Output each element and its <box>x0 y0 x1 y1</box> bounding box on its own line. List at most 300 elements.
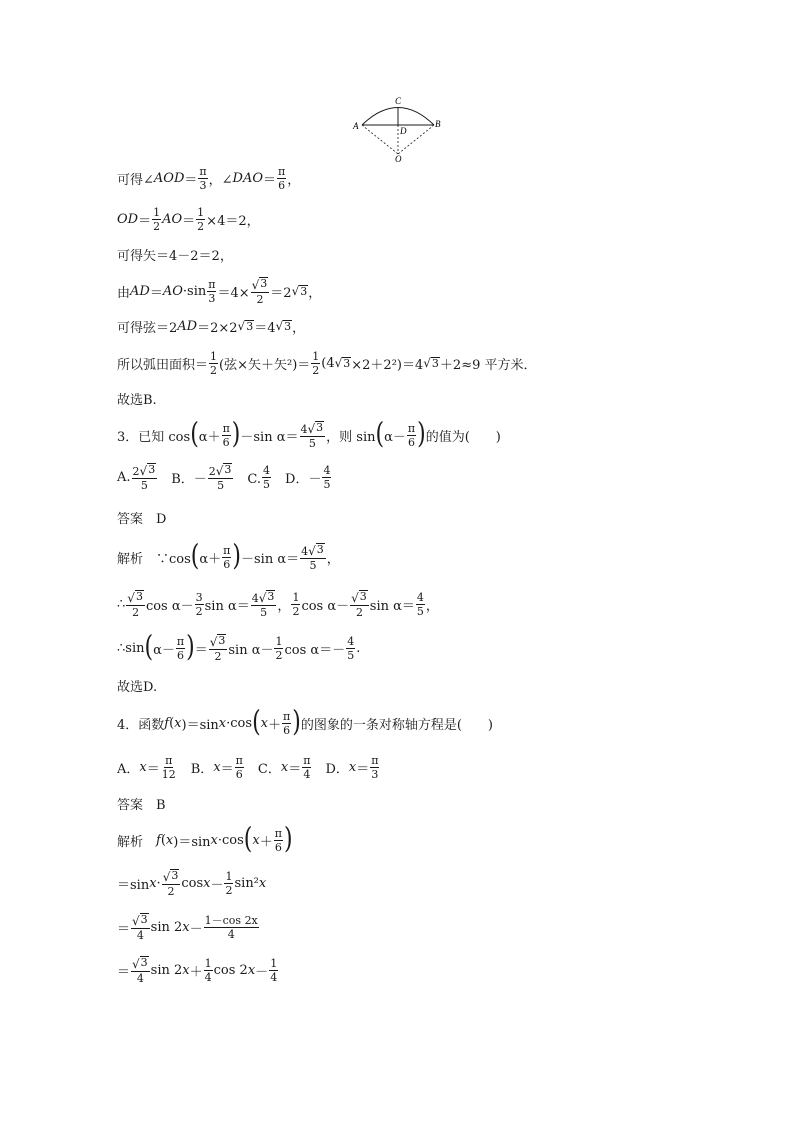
denominator <box>131 606 140 618</box>
text-line <box>117 240 757 268</box>
radical-sign: √ <box>237 319 246 333</box>
fraction <box>300 543 326 570</box>
text-run: f <box>156 832 161 848</box>
text-run: 5 <box>217 478 225 492</box>
denominator <box>291 605 300 617</box>
text-run: 答案 D <box>117 511 167 527</box>
text-run: ＋ <box>259 834 273 850</box>
text-line <box>117 823 757 856</box>
text-run: ＋ <box>189 964 203 980</box>
sqrt <box>127 590 144 603</box>
denominator <box>222 436 231 448</box>
text-run: 2 <box>195 604 203 618</box>
fraction <box>277 166 286 191</box>
text-run: ， <box>326 551 340 567</box>
fraction <box>126 590 145 617</box>
sqrt <box>292 284 309 298</box>
sqrt <box>210 634 227 647</box>
text-line <box>117 590 757 618</box>
numerator <box>204 915 259 928</box>
fraction <box>131 956 150 983</box>
text-run: sin α－ <box>228 642 274 658</box>
radicand: 3 <box>140 913 148 927</box>
text-run: ， <box>292 320 306 336</box>
text-run: ＝ <box>194 642 208 658</box>
text-run: 5 <box>140 478 148 492</box>
denominator <box>161 768 177 780</box>
text-run: ， <box>287 172 301 188</box>
text-run: α－ <box>384 429 406 445</box>
big-right-paren: ) <box>292 706 301 739</box>
denominator <box>176 649 185 661</box>
text-run: ＝ <box>146 761 160 777</box>
text-run: 答案 B <box>117 797 166 813</box>
math-group <box>301 423 325 436</box>
text-run: A. <box>117 469 131 485</box>
denominator <box>311 364 320 376</box>
text-run: 5 <box>347 648 355 662</box>
numerator <box>198 166 207 179</box>
text-run: x <box>210 832 218 848</box>
text-run: 4 <box>136 928 144 942</box>
text-run: · <box>156 875 161 891</box>
text-run: ，∠ <box>208 172 233 188</box>
text-run: 2 <box>210 363 218 377</box>
fraction <box>204 958 213 983</box>
text-run: 1 <box>275 634 283 648</box>
text-run: ·sin <box>182 283 207 299</box>
radicand: 3 <box>148 463 156 477</box>
text-run: 2 <box>197 219 205 233</box>
sqrt <box>259 590 276 603</box>
text-run: 的值为( ) <box>425 429 501 445</box>
text-line <box>117 706 757 739</box>
text-run: 6 <box>408 435 415 449</box>
text-run: 3 <box>208 291 216 305</box>
numerator <box>204 958 213 971</box>
numerator <box>222 545 231 558</box>
text-run: AO <box>162 211 183 227</box>
text-line <box>117 869 757 897</box>
text-run: 故选B. <box>117 392 157 408</box>
text-run: π <box>274 826 282 840</box>
denominator <box>274 649 283 661</box>
text-run: 3 <box>371 767 379 781</box>
numerator <box>195 592 204 605</box>
text-run: ×2＋2²)＝4 <box>351 357 424 373</box>
text-run: DAO <box>232 170 263 186</box>
text-run: x <box>258 875 267 891</box>
text-run: ＝ <box>288 761 302 777</box>
text-run: ， <box>308 285 322 301</box>
math-group <box>252 592 276 605</box>
numerator <box>416 592 425 605</box>
radical-sign: √ <box>215 463 224 478</box>
text-run: x <box>174 715 182 731</box>
text-run: 2 <box>225 883 233 897</box>
denominator <box>152 220 161 232</box>
text-run: －sin α＝ <box>240 551 300 567</box>
numerator <box>291 592 300 605</box>
text-run: π <box>176 634 185 648</box>
text-run: C. <box>234 471 262 487</box>
text-run: π <box>303 753 311 767</box>
sqrt <box>238 319 255 333</box>
text-run: AD <box>177 318 198 334</box>
text-run: 4 <box>301 544 309 558</box>
text-run: f <box>164 715 170 731</box>
text-run: 1 <box>204 956 212 970</box>
text-run: ＝ <box>220 761 234 777</box>
big-left-paren: ( <box>190 540 200 573</box>
text-run: 1 <box>210 349 218 363</box>
text-run: 4 <box>270 970 278 984</box>
text-run: x <box>139 759 147 775</box>
numerator <box>152 207 161 220</box>
radicand: 3 <box>316 421 324 435</box>
text-run: 3 <box>199 178 207 192</box>
text-run: 解析 <box>117 834 157 850</box>
text-run: π <box>407 421 416 435</box>
radicand: 3 <box>218 634 226 648</box>
denominator <box>308 437 317 449</box>
radical-sign: √ <box>139 463 148 478</box>
big-right-paren: ) <box>232 540 241 573</box>
text-run: － <box>189 921 203 937</box>
text-run: ＝ <box>117 921 131 937</box>
numerator <box>126 590 145 605</box>
text-run: ，则 sin <box>326 429 376 445</box>
text-run: x <box>252 832 260 848</box>
numerator <box>251 277 270 292</box>
text-run: ＋2≈9 平方米． <box>439 357 537 373</box>
text-run: π <box>199 164 207 178</box>
fraction <box>161 755 177 780</box>
numerator <box>407 423 416 436</box>
text-run: 4 <box>204 970 212 984</box>
text-run: 6 <box>222 435 230 449</box>
numerator <box>274 828 283 841</box>
text-line <box>117 631 757 664</box>
radical-sign: √ <box>423 356 431 370</box>
text-run: ＝ <box>182 213 196 229</box>
big-left-paren: ( <box>375 418 385 451</box>
text-run: 4 <box>136 971 144 985</box>
text-run: ＝4× <box>217 285 250 301</box>
text-run: －sin α＝ <box>240 429 299 445</box>
text-run: ＋ <box>268 717 282 733</box>
arc-field-diagram <box>350 92 446 164</box>
fraction <box>322 465 331 490</box>
numerator <box>208 463 234 478</box>
radicand: 3 <box>171 869 179 883</box>
sqrt <box>423 356 440 370</box>
numerator <box>370 755 379 768</box>
text-run: 2 <box>132 605 140 619</box>
text-run: 2 <box>153 219 161 233</box>
label-o: O <box>395 154 402 164</box>
denominator <box>209 364 218 376</box>
radicand: 3 <box>431 356 439 370</box>
text-run: ·cos <box>217 832 244 848</box>
numerator <box>131 956 150 971</box>
text-run: ＝2 <box>270 285 292 301</box>
sqrt <box>163 869 180 882</box>
text-run: 2 <box>208 464 216 478</box>
math-group <box>301 545 325 558</box>
text-run: π <box>278 164 286 178</box>
text-run: π <box>223 543 231 557</box>
radical-sign: √ <box>334 356 343 370</box>
math-group <box>133 465 157 478</box>
big-left-paren: ( <box>243 823 253 856</box>
label-d: D <box>400 126 407 136</box>
text-run: 12 <box>161 767 176 781</box>
numerator <box>269 958 278 971</box>
text-run: D． <box>312 761 349 777</box>
radical-sign: √ <box>132 956 140 971</box>
text-run: 2 <box>256 292 264 306</box>
fraction <box>269 958 278 983</box>
denominator <box>195 605 204 617</box>
denominator <box>214 650 223 662</box>
text-run: x <box>260 715 268 731</box>
text-run: ， <box>277 598 291 614</box>
radical-sign: √ <box>258 590 267 605</box>
sqrt <box>252 277 269 290</box>
denominator <box>407 436 416 448</box>
text-run: x <box>280 759 289 775</box>
fraction <box>407 423 416 448</box>
text-run: ∴sin <box>117 640 145 656</box>
denominator <box>274 841 283 853</box>
text-run: x <box>218 715 227 731</box>
fraction <box>274 828 283 853</box>
numerator <box>274 636 283 649</box>
denominator <box>136 929 145 941</box>
text-run: ＝4 <box>254 320 276 336</box>
numerator <box>251 590 277 605</box>
big-right-paren: ) <box>231 418 241 451</box>
text-run: x <box>247 962 256 978</box>
numerator <box>222 423 231 436</box>
text-run: sin 2 <box>150 962 183 978</box>
text-line <box>117 312 757 340</box>
text-run: 6 <box>283 723 291 737</box>
radical-sign: √ <box>162 869 171 884</box>
denominator <box>216 479 225 491</box>
sqrt <box>351 590 368 603</box>
text-line <box>117 463 757 491</box>
radicand: 3 <box>260 277 268 291</box>
fraction <box>208 463 234 490</box>
text-run: 4 <box>300 422 308 436</box>
text-run: ＝ <box>149 285 163 301</box>
text-run: 故选D. <box>117 679 158 695</box>
denominator <box>269 971 278 983</box>
text-run: (弦×矢＋矢²)＝ <box>219 357 311 373</box>
fraction <box>162 869 181 896</box>
text-line <box>117 913 757 941</box>
fraction <box>196 207 205 232</box>
sqrt <box>335 356 352 370</box>
text-run: )＝sin <box>173 834 211 850</box>
text-run: 可得弦＝2 <box>117 320 178 336</box>
fraction <box>291 592 300 617</box>
text-run: 4 <box>263 463 271 477</box>
text-run: AD <box>130 283 150 299</box>
denominator <box>224 884 233 896</box>
radicand: 3 <box>343 356 351 370</box>
label-a: A <box>353 121 359 131</box>
text-run: 可得∠ <box>117 172 154 188</box>
denominator <box>416 605 425 617</box>
text-run: 1 <box>312 349 320 363</box>
text-line <box>117 384 757 412</box>
numerator <box>302 755 311 768</box>
text-run: cos α－ <box>145 598 194 614</box>
fraction <box>274 636 283 661</box>
denominator <box>207 292 216 304</box>
text-run: ＝ <box>117 964 131 980</box>
radicand: 3 <box>300 284 308 298</box>
numerator <box>132 463 158 478</box>
numerator <box>322 465 331 478</box>
text-run: x <box>348 759 357 775</box>
fraction <box>235 755 244 780</box>
fraction <box>222 545 231 570</box>
numerator <box>224 871 233 884</box>
text-run: 6 <box>176 648 184 662</box>
fraction <box>282 711 291 736</box>
numerator <box>282 711 291 724</box>
math-group <box>209 465 233 478</box>
fraction <box>198 166 207 191</box>
numerator <box>207 279 216 292</box>
text-run: 2 <box>275 648 283 662</box>
sqrt <box>216 463 233 476</box>
text-run: )＝sin <box>181 717 219 733</box>
text-run: π <box>371 753 379 767</box>
radicand: 3 <box>316 543 324 557</box>
text-run: α＋ <box>199 551 222 567</box>
text-run: 解析 ∵cos <box>117 551 191 567</box>
radicand: 3 <box>135 590 143 604</box>
label-c: C <box>395 96 402 106</box>
radical-sign: √ <box>351 590 359 605</box>
fraction <box>195 592 204 617</box>
radicand: 3 <box>267 590 275 604</box>
fraction <box>176 636 185 661</box>
text-run: x <box>165 832 174 848</box>
text-run: (4 <box>321 355 335 371</box>
big-left-paren: ( <box>252 706 261 739</box>
radical-sign: √ <box>251 277 260 292</box>
text-run: ( <box>160 832 166 848</box>
text-run: 2 <box>214 649 222 663</box>
denominator <box>235 768 244 780</box>
text-run: － <box>210 877 224 893</box>
text-run: x <box>182 919 190 935</box>
denominator <box>255 293 264 305</box>
sqrt <box>275 319 292 333</box>
text-run: 1 <box>197 205 205 219</box>
text-run: 1 <box>153 205 161 219</box>
text-run: 2 <box>167 884 175 898</box>
big-right-paren: ) <box>186 631 195 664</box>
denominator <box>140 479 149 491</box>
text-run: π <box>165 753 173 767</box>
fraction <box>152 207 161 232</box>
big-right-paren: ) <box>417 418 426 451</box>
text-run: π <box>283 709 291 723</box>
text-run: AO <box>162 283 183 299</box>
fraction <box>311 351 320 376</box>
sqrt <box>132 956 149 969</box>
text-run: OD <box>117 211 139 227</box>
text-run: 的图象的一条对称轴方程是( ) <box>300 717 493 733</box>
text-line <box>117 503 757 531</box>
label-b: B <box>435 119 441 129</box>
text-line <box>117 277 757 305</box>
big-left-paren: ( <box>190 418 199 451</box>
denominator <box>204 971 213 983</box>
text-run: ∴ <box>117 596 126 612</box>
denominator <box>302 768 311 780</box>
text-run: sin 2 <box>150 919 183 935</box>
text-run: x <box>213 759 221 775</box>
text-run: 5 <box>308 436 316 450</box>
text-run: 4 <box>323 463 331 477</box>
numerator <box>162 869 181 884</box>
text-run: 5 <box>309 558 317 572</box>
numerator <box>300 543 326 558</box>
numerator <box>350 590 369 605</box>
radical-sign: √ <box>307 421 316 436</box>
numerator <box>300 421 326 436</box>
text-run: x <box>149 875 157 891</box>
denominator <box>277 179 286 191</box>
numerator <box>277 166 286 179</box>
text-line <box>117 349 757 377</box>
text-run: 1 <box>225 869 233 883</box>
fraction <box>224 871 233 896</box>
big-left-paren: ( <box>144 631 154 664</box>
text-run: 6 <box>278 178 286 192</box>
denominator <box>227 928 236 940</box>
text-run: ＝ <box>138 213 152 229</box>
text-run: ＝sin <box>117 877 150 893</box>
radical-sign: √ <box>209 634 218 649</box>
big-right-paren: ) <box>283 823 293 856</box>
text-run: ＝ <box>356 761 370 777</box>
text-run: ＝2×2 <box>197 320 238 336</box>
text-run: 1 <box>270 956 278 970</box>
radicand: 3 <box>246 319 254 333</box>
numerator <box>262 465 271 478</box>
text-run: α－ <box>153 642 175 658</box>
denominator <box>262 478 271 490</box>
numerator <box>209 351 218 364</box>
denominator <box>222 558 231 570</box>
radicand: 3 <box>359 590 367 604</box>
text-run: 5 <box>260 605 268 619</box>
denominator <box>199 179 208 191</box>
text-run: AOD <box>153 170 185 186</box>
denominator <box>259 606 268 618</box>
text-run: 2 <box>292 604 300 618</box>
text-run: x <box>203 875 211 891</box>
